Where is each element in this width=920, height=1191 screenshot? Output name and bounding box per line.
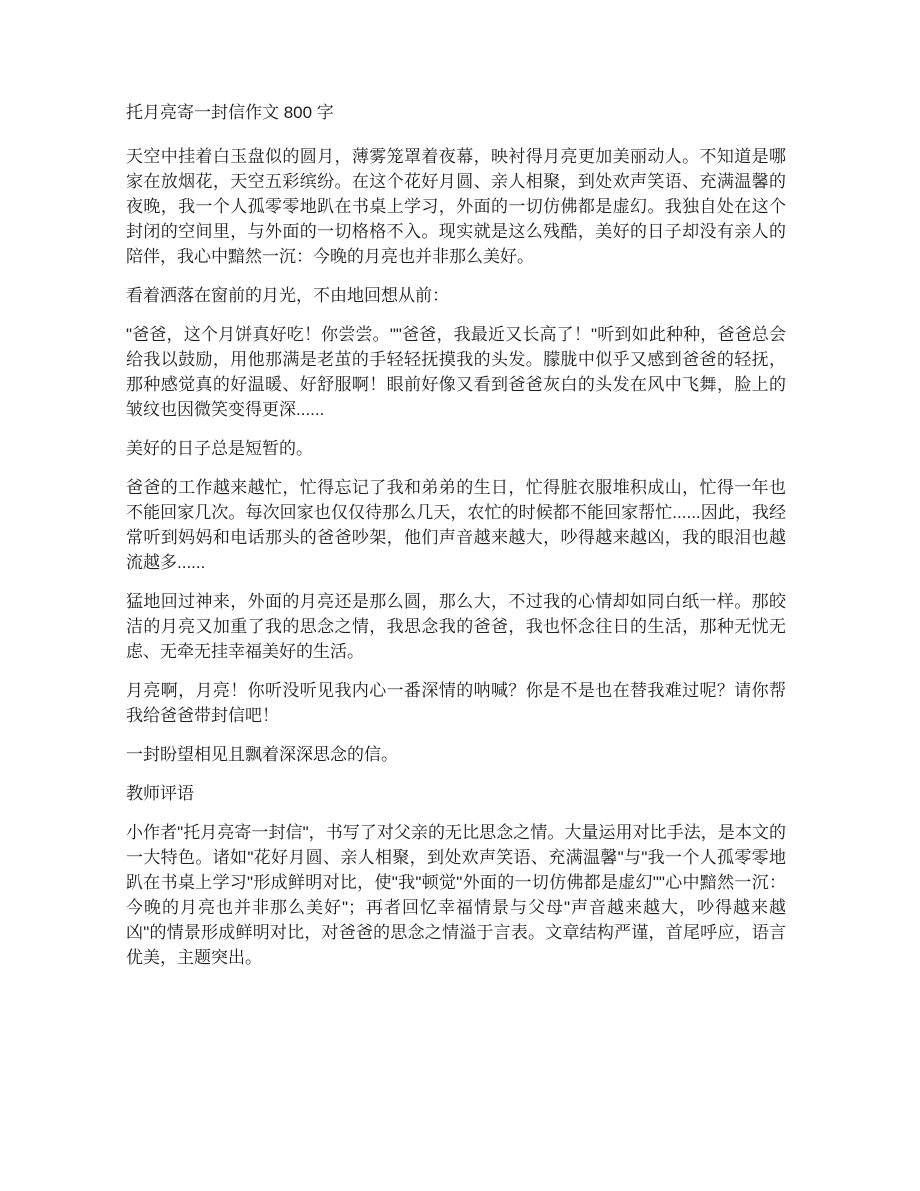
essay-paragraph-2: 看着洒落在窗前的月光，不由地回想从前： xyxy=(126,286,449,305)
essay-paragraph-4: 美好的日子总是短暂的。 xyxy=(126,439,313,458)
document-title: 托月亮寄一封信作文 800 字 xyxy=(126,103,334,122)
essay-paragraph-6: 猛地回过神来，外面的月亮还是那么圆，那么大，不过我的心情却如同白纸一样。那皎洁的月亮又加重了我的思念之情，我思念我的爸爸，我也怀念往日的生活，那种无忧无虑、无牵无挂幸福美好的生活。 xyxy=(126,592,786,661)
essay-paragraph-8: 一封盼望相见且飘着深深思念的信。 xyxy=(126,745,398,764)
essay-paragraph-1: 天空中挂着白玉盘似的圆月，薄雾笼罩着夜幕，映衬得月亮更加美丽动人。不知道是哪家在放烟花，天空五彩缤纷。在这个花好月圆、亲人相聚，到处欢声笑语、充满温馨的夜晚，我一个人孤零零地趴在书桌上学习，外面的一切仿佛都是虚幻。我独自处在这个封闭的空间里，与外面的一切格格不入。现实就是这么残酷，美好的日子却没有亲人的陪伴，我心中黯然一沉：今晚的月亮也并非那么美好。 xyxy=(126,147,786,266)
teacher-comment-heading: 教师评语 xyxy=(126,784,194,803)
essay-paragraph-3: "爸爸，这个月饼真好吃！你尝尝。""爸爸，我最近又长高了！"听到如此种种，爸爸总会给我以鼓励，用他那满是老茧的手轻轻抚摸我的头发。朦胧中似乎又感到爸爸的轻抚，那种感觉真的好温暖、好舒服啊！眼前好像又看到爸爸灰白的头发在风中飞舞，脸上的皱纹也因微笑变得更深...... xyxy=(126,325,786,419)
essay-paragraph-7: 月亮啊，月亮！你听没听见我内心一番深情的呐喊？你是不是也在替我难过呢？请你帮我给爸爸带封信吧！ xyxy=(126,681,786,725)
teacher-comment-paragraph: 小作者"托月亮寄一封信"，书写了对父亲的无比思念之情。大量运用对比手法，是本文的一大特色。诸如"花好月圆、亲人相聚，到处欢声笑语、充满温馨"与"我一个人孤零零地趴在书桌上学习"形成鲜明对比，使"我"顿觉"外面的一切仿佛都是虚幻""心中黯然一沉：今晚的月亮也并非那么美好"；再者回忆幸福情景与父母"声音越来越大，吵得越来越凶"的情景形成鲜明对比，对爸爸的思念之情溢于言表。文章结构严谨，首尾呼应，语言优美，主题突出。 xyxy=(126,823,786,967)
essay-paragraph-5: 爸爸的工作越来越忙，忙得忘记了我和弟弟的生日，忙得脏衣服堆积成山，忙得一年也不能回家几次。每次回家也仅仅待那么几天，农忙的时候都不能回家帮忙......因此，我经常听到妈妈和电话那头的爸爸吵架，他们声音越来越大，吵得越来越凶，我的眼泪也越流越多...... xyxy=(126,478,786,572)
